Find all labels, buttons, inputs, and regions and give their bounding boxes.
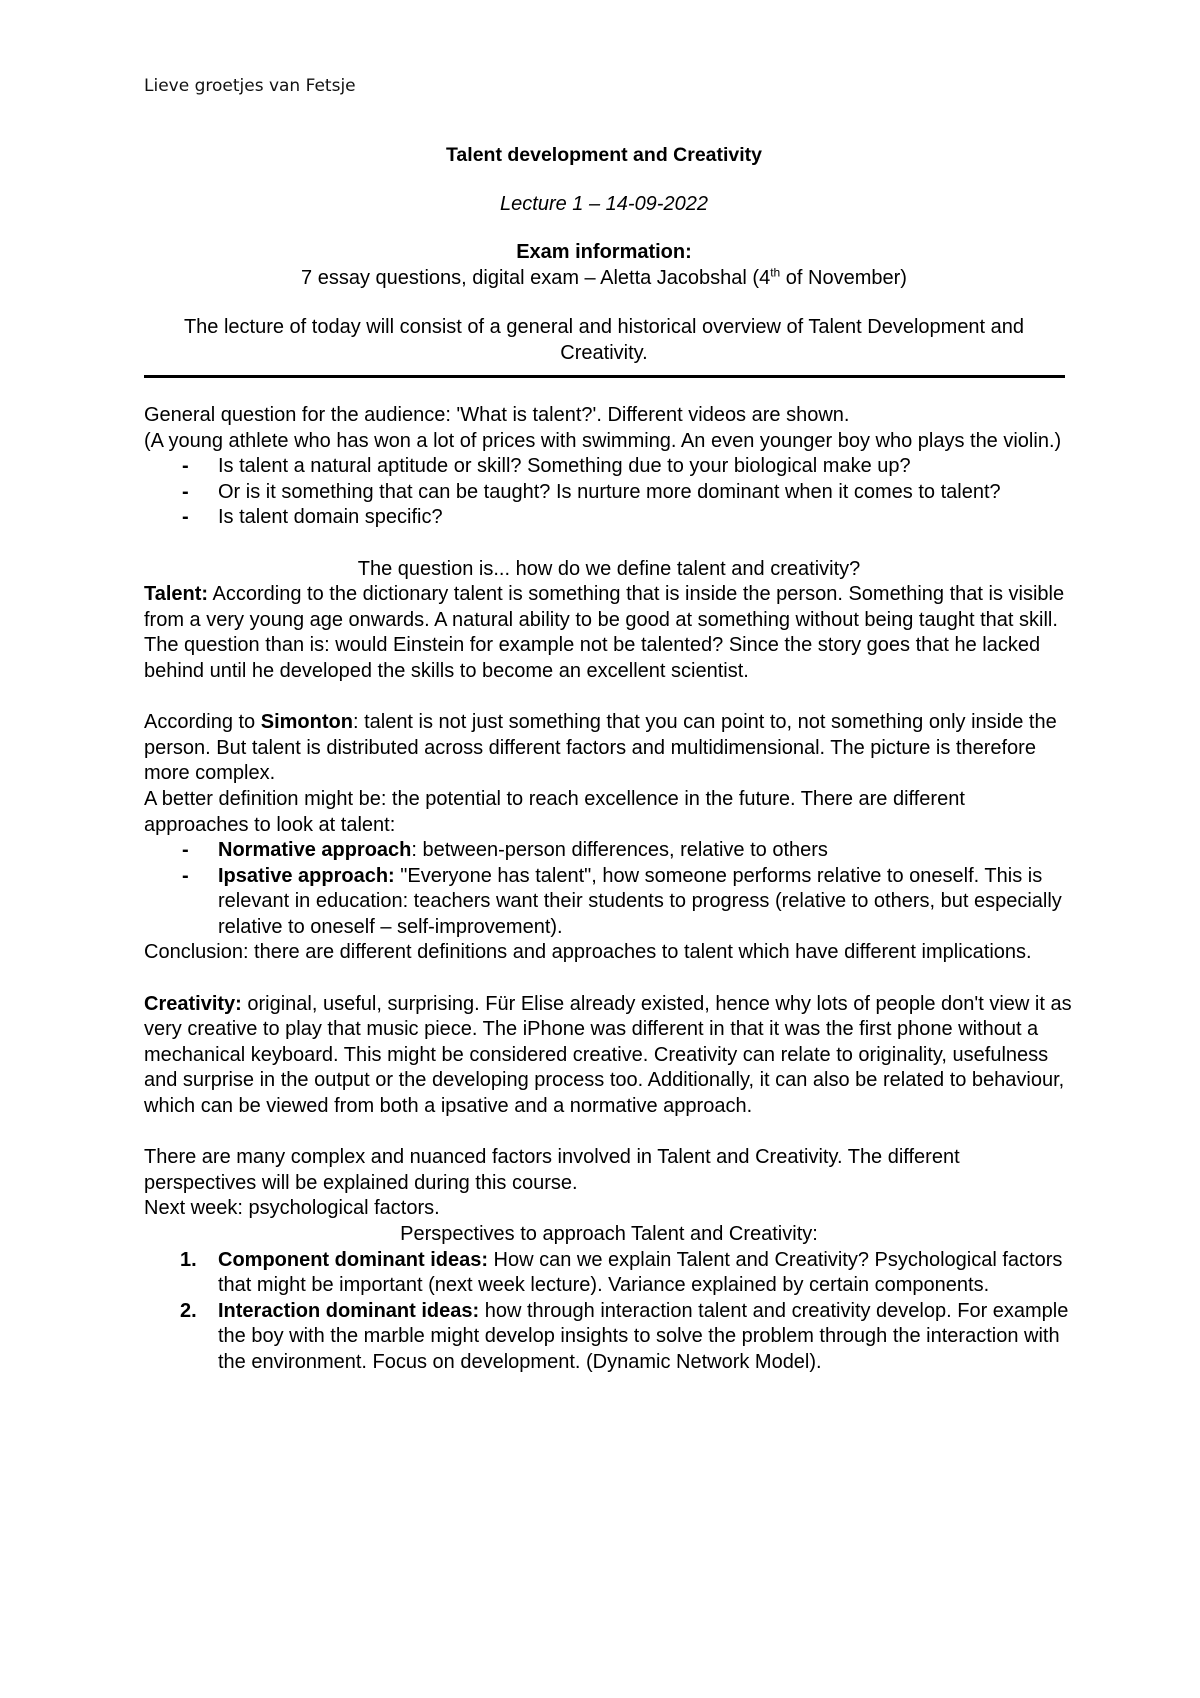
list-item [144, 454, 1074, 480]
list-number: 1. [180, 1248, 197, 1271]
creativity-paragraph [144, 992, 1074, 1120]
simonton-name: Simonton [260, 711, 353, 734]
spacer [144, 966, 1074, 992]
talent-definition-text: According to the dictionary talent is something that is inside the person. Something that is visible from a very young age onwards. A natural ability to be good at something without being taught that skill. [144, 583, 1065, 631]
perspective-text: how through interaction talent and creativity develop. For example the boy with the marble might develop insights to solve the problem through the interaction with the environment. Focus on development. (Dynamic Network Model). [218, 1299, 1069, 1373]
approach-text: "Everyone has talent", how someone performs relative to oneself. This is relevant in education: teachers want their students to progress (relative to others, but especially relative to oneself – self-improvement). [218, 864, 1062, 938]
perspective-label: Component dominant ideas: [218, 1248, 488, 1271]
document-title: Talent development and Creativity [445, 144, 763, 166]
list-item [144, 1299, 1074, 1376]
list-item [144, 505, 1074, 531]
spacer [144, 531, 1074, 557]
body-text [144, 403, 1074, 1376]
exam-heading: Exam information: [516, 241, 692, 264]
definition-question: The question is... how do we define talent and creativity? [357, 557, 861, 580]
general-question: General question for the audience: 'What is talent?'. Different videos are shown. [144, 404, 850, 426]
perspectives-list [144, 1248, 1074, 1376]
list-item-text: Is talent a natural aptitude or skill? Something due to your biological make up? [218, 455, 911, 478]
perspective-label: Interaction dominant ideas: [218, 1299, 480, 1322]
list-item [144, 864, 1074, 941]
intro-paragraph: The lecture of today will consist of a general and historical overview of Talent Development and Creativity. [183, 316, 1025, 364]
spacer [144, 1120, 1074, 1146]
dash-bullet: - [182, 480, 189, 503]
ordinal-suffix: th [770, 265, 781, 280]
perspective-text: How can we explain Talent and Creativity? Psychological factors that might be important (next week lecture). Variance explained by certain components. [218, 1248, 1063, 1297]
conclusion-paragraph: Conclusion: there are different definitions and approaches to talent which have different implications. [144, 941, 1032, 964]
dash-bullet: - [182, 455, 189, 478]
approach-text: : between-person differences, relative to others [411, 839, 828, 862]
factors-paragraph: There are many complex and nuanced factors involved in Talent and Creativity. The different perspectives will be explained during this course. [144, 1146, 960, 1194]
einstein-paragraph: The question than is: would Einstein for example not be talented? Since the story goes that he lacked behind until he developed the skills to become an excellent scientist. [144, 634, 1041, 682]
list-item [144, 480, 1074, 506]
simonton-paragraph [144, 710, 1074, 787]
exam-details [144, 266, 1064, 292]
creativity-label: Creativity: [144, 992, 242, 1015]
lecture-date: Lecture 1 – 14-09-2022 [500, 192, 708, 215]
exam-details-text-end: of November) [780, 266, 907, 289]
dash-bullet: - [182, 506, 189, 529]
perspectives-heading: Perspectives to approach Talent and Creativity: [400, 1223, 818, 1245]
title-block [144, 143, 1064, 367]
list-item-text: Or is it something that can be taught? Is nurture more dominant when it comes to talent? [218, 480, 1001, 503]
simonton-text: : talent is not just something that you can point to, not something only inside the person. But talent is distributed across different factors and multidimensional. The picture is therefore more complex. [144, 711, 1057, 785]
simonton-pre: According to [144, 711, 261, 734]
approach-label: Ipsative approach: [218, 864, 395, 887]
talent-label: Talent: [144, 583, 209, 606]
list-number: 2. [180, 1299, 197, 1322]
talent-definition [144, 582, 1074, 633]
horizontal-rule [144, 375, 1065, 378]
list-item [144, 1248, 1074, 1299]
header-note: Lieve groetjes van Fetsje [144, 76, 356, 96]
approaches-list [144, 838, 1074, 940]
exam-details-text: 7 essay questions, digital exam – Aletta Jacobshal (4 [301, 266, 771, 289]
talent-questions-list [144, 454, 1074, 531]
list-item-text: Is talent domain specific? [218, 506, 443, 529]
videos-description: (A young athlete who has won a lot of prices with swimming. An even younger boy who plays the violin.) [144, 429, 1062, 452]
better-definition: A better definition might be: the potential to reach excellence in the future. There are different approaches to look at talent: [144, 787, 965, 836]
list-item [144, 838, 1074, 864]
approach-label: Normative approach [218, 839, 412, 862]
dash-bullet: - [182, 864, 189, 887]
creativity-text: original, useful, surprising. Für Elise already existed, hence why lots of people don't view it as very creative to play that music piece. The iPhone was different in that it was the first phone without a mechanical keyboard. This might be considered creative. Creativity can relate to originality, usefulness and surprise in the output or the developing process too. Additionally, it can also be related to behaviour, which can be viewed from both a ipsative and a normative approach. [144, 992, 1072, 1118]
spacer [144, 685, 1074, 711]
dash-bullet: - [182, 839, 189, 862]
next-week-note: Next week: psychological factors. [144, 1197, 440, 1220]
